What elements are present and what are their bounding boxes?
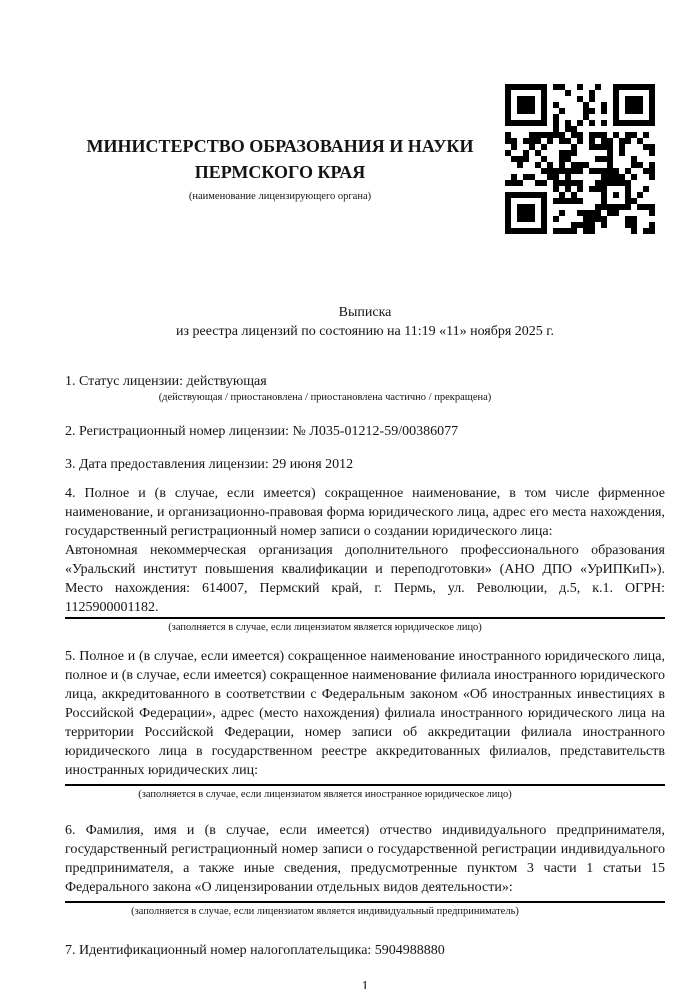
fill-in-line (65, 617, 665, 619)
document-content (65, 0, 665, 989)
licensing-authority-caption: (наименование лицензирующего органа) (188, 191, 372, 202)
section-registration-number (65, 422, 665, 441)
legal-entity-question: 4. Полное и (в случае, если имеется) сокращенное наименование, в том числе фирменное наименование, и организационно-правовая форма юридического лица, адрес его места нахождения, государственный регистрационный номер записи о создании юридического лица: (65, 486, 665, 539)
section-legal-entity (65, 484, 665, 635)
grant-date-text: 3. Дата предоставления лицензии: 29 июня 2012 (65, 457, 354, 472)
section-license-status (65, 372, 665, 405)
fill-in-line (65, 901, 665, 903)
foreign-entity-caption: (заполняется в случае, если лицензиатом является иностранное юридическое лицо) (138, 789, 512, 800)
foreign-entity-question: 5. Полное и (в случае, если имеется) сокращенное наименование иностранного юридического лица, полное и (в случае, если имеется) сокращенное наименование филиала иностранного юридического лица, аккредитованного в соответствии с Федеральным законом «Об иностранных инвестициях в Российской Федерации», адрес (место нахождения) филиала иностранного юридического лица на территории Российской Федерации, номер записи об аккредитации филиала иностранного юридического лица в государственном реестре аккредитованных филиалов, представительств иностранных юридических лиц: (65, 649, 665, 778)
license-status-caption: (действующая / приостановлена / приостановлена частично / прекращена) (158, 392, 492, 403)
individual-entrepreneur-question: 6. Фамилия, имя и (в случае, если имеется) отчество индивидуального предпринимателя, государственный регистрационный номер записи о государственной регистрации индивидуального предпринимателя, а также иные сведения, предусмотренные пунктом 3 части 1 статьи 15 Федерального закона «О лицензировании отдельных видов деятельности»: (65, 823, 665, 895)
legal-entity-answer: Автономная некоммерческая организация дополнительного профессионального образования «Уральский институт повышения квалификации и переподготовки» (АНО ДПО «УрИПКиП»). Место нахождения: 614007, Пермский край, г. Пермь, ул. Революции, д.5, к.1. ОГРН: 1125900001182. (65, 543, 665, 615)
licensing-authority-header (65, 133, 495, 203)
section-grant-date (65, 455, 665, 474)
page-number: 1 (361, 979, 369, 989)
fill-in-line (65, 784, 665, 786)
document-title: Выписка (338, 305, 392, 320)
individual-entrepreneur-caption: (заполняется в случае, если лицензиатом является индивидуальный предприниматель) (131, 906, 519, 917)
section-individual-entrepreneur (65, 821, 665, 919)
legal-entity-caption: (заполняется в случае, если лицензиатом является юридическое лицо) (168, 622, 482, 633)
document-subtitle: из реестра лицензий по состоянию на 11:19 «11» ноября 2025 г. (176, 324, 554, 339)
section-taxpayer-number (65, 941, 665, 960)
ministry-name-line2: ПЕРМСКОГО КРАЯ (194, 162, 366, 182)
section-foreign-entity (65, 647, 665, 802)
taxpayer-number-text: 7. Идентификационный номер налогоплательщика: 5904988880 (65, 943, 445, 958)
license-status-text: 1. Статус лицензии: действующая (65, 374, 267, 389)
ministry-name-line1: МИНИСТЕРСТВО ОБРАЗОВАНИЯ И НАУКИ (86, 136, 474, 156)
registration-number-text: 2. Регистрационный номер лицензии: № Л035-01212-59/00386077 (65, 424, 459, 439)
